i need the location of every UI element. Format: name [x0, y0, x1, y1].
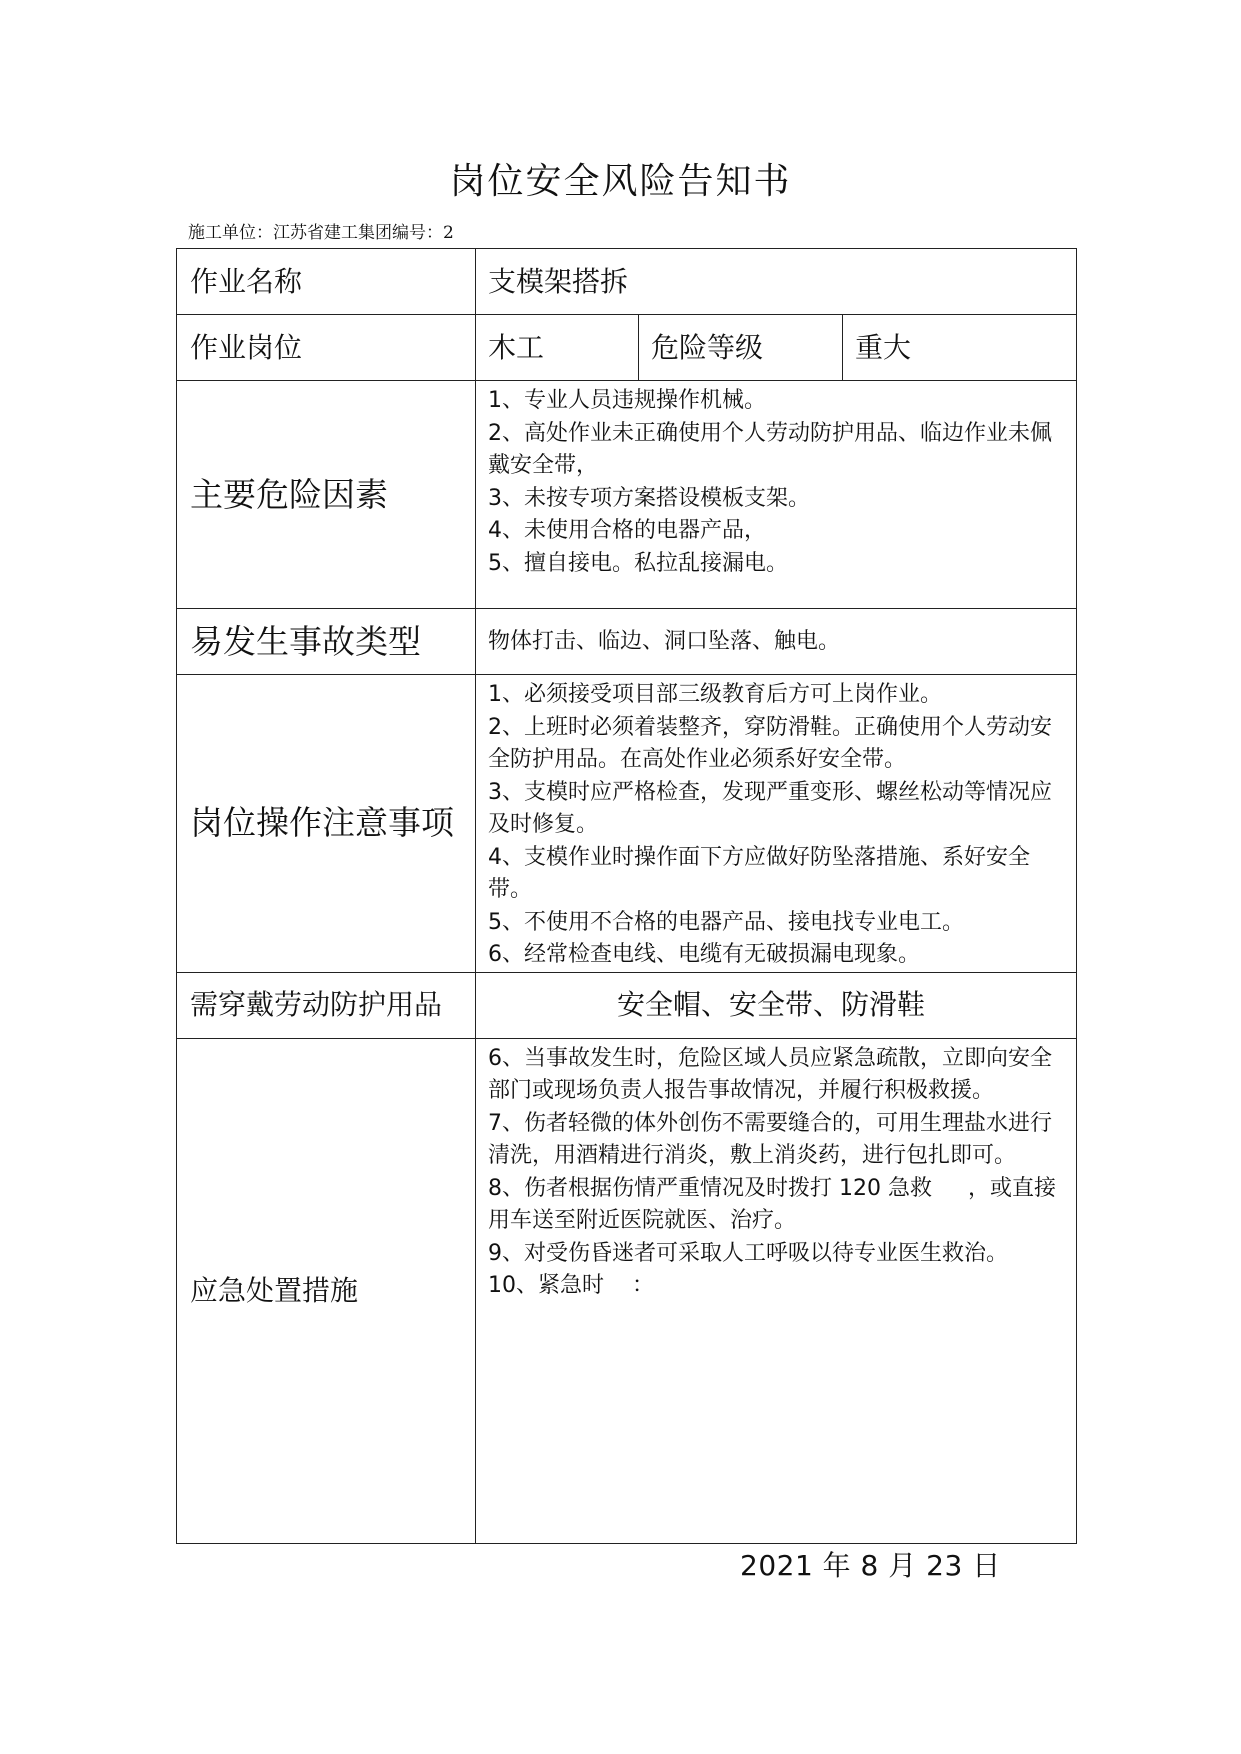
row-ppe: [177, 972, 1077, 1038]
emergency-item-10-start: 10、紧急时: [488, 1273, 604, 1298]
row-accident-types: [177, 609, 1077, 675]
row-position: [177, 315, 1077, 381]
ppe-label: 需穿戴劳动防护用品: [177, 972, 476, 1038]
emergency-label: 应急处置措施: [177, 1038, 476, 1543]
emergency-item-8-end: ，或直接用车送至附近医院就医、治疗。: [488, 1175, 1056, 1233]
precautions-list: [476, 675, 1077, 973]
risk-level-value: 重大: [843, 315, 1077, 381]
hazard-item: 3、未按专项方案搭设模板支架。: [488, 485, 810, 511]
risk-level-label: 危险等级: [639, 315, 843, 381]
emergency-item-8-start: 8、伤者根据伤情严重情况及时拨打 120 急救: [488, 1175, 932, 1201]
job-name-value: 支模架搭拆: [476, 249, 1077, 315]
emergency-list: [476, 1038, 1077, 1543]
precaution-item: 2、上班时必须着装整齐，穿防滑鞋。正确使用个人劳动安全防护用品。在高处作业必须系好安全带。: [488, 714, 1052, 772]
emergency-item-10-end: ：: [632, 1273, 655, 1298]
hazard-item: 5、擅自接电。私拉乱接漏电。: [488, 550, 788, 576]
hazards-list: [476, 381, 1077, 609]
emergency-item: 9、对受伤昏迷者可采取人工呼吸以待专业医生救治。: [488, 1240, 1008, 1266]
ppe-value: 安全帽、安全带、防滑鞋: [476, 972, 1077, 1038]
risk-notice-table: [176, 248, 1077, 1544]
precaution-item: 6、经常检查电线、电缆有无破损漏电现象。: [488, 942, 920, 967]
emergency-item: [488, 1270, 1066, 1303]
job-name-label: 作业名称: [177, 249, 476, 315]
document-title: 岗位安全风险告知书: [449, 161, 792, 202]
hazard-item: 1、专业人员违规操作机械。: [488, 388, 766, 413]
precaution-item: 3、支模时应严格检查，发现严重变形、螺丝松动等情况应及时修复。: [488, 779, 1052, 837]
hazard-item: 4、未使用合格的电器产品，: [488, 518, 766, 543]
emergency-item: 6、当事故发生时，危险区域人员应紧急疏散，立即向安全部门或现场负责人报告事故情况，并履行积极救援。: [488, 1045, 1052, 1103]
emergency-item: 7、伤者轻微的体外创伤不需要缝合的，可用生理盐水进行清洗，用酒精进行消炎，敷上消炎药，进行包扎即可。: [488, 1110, 1052, 1168]
precaution-item: 4、支模作业时操作面下方应做好防坠落措施、系好安全带。: [488, 844, 1030, 902]
accident-types-label: 易发生事故类型: [177, 609, 476, 675]
precaution-item: 5、不使用不合格的电器产品、接电找专业电工。: [488, 909, 964, 935]
accident-types-value: 物体打击、临边、洞口坠落、触电。: [476, 609, 1077, 675]
position-label: 作业岗位: [177, 315, 476, 381]
emergency-item: [488, 1173, 1066, 1238]
row-emergency: [177, 1038, 1077, 1543]
construction-unit-line: 施工单位：江苏省建工集团编号：2: [188, 223, 454, 243]
precaution-item: 1、必须接受项目部三级教育后方可上岗作业。: [488, 682, 942, 707]
precautions-label: 岗位操作注意事项: [177, 675, 476, 973]
position-value: 木工: [476, 315, 639, 381]
hazards-label: 主要危险因素: [177, 381, 476, 609]
document-date: 2021 年 8 月 23 日: [740, 1549, 1001, 1582]
row-hazards: [177, 381, 1077, 609]
row-job-name: [177, 249, 1077, 315]
hazard-item: 2、高处作业未正确使用个人劳动防护用品、临边作业未佩戴安全带，: [488, 420, 1052, 478]
row-precautions: [177, 675, 1077, 973]
